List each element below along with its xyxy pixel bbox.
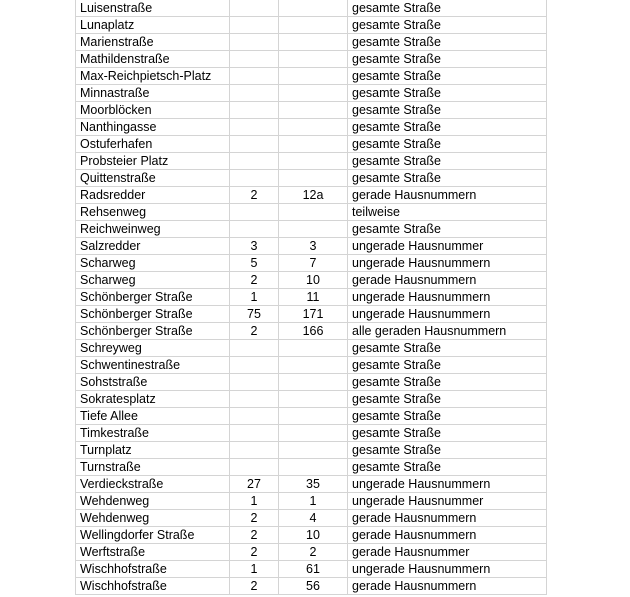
- house-number-from-cell[interactable]: [230, 221, 279, 238]
- note-cell[interactable]: gesamte Straße: [348, 442, 547, 459]
- street-cell[interactable]: Schwentinestraße: [76, 357, 230, 374]
- table-row: [76, 17, 547, 34]
- street-cell[interactable]: Wellingdorfer Straße: [76, 527, 230, 544]
- house-number-to-cell[interactable]: [279, 102, 348, 119]
- house-number-to-cell[interactable]: [279, 0, 348, 17]
- street-cell[interactable]: Werftstraße: [76, 544, 230, 561]
- house-number-to-cell[interactable]: 1: [279, 493, 348, 510]
- house-number-from-cell[interactable]: [230, 17, 279, 34]
- street-cell[interactable]: Marienstraße: [76, 34, 230, 51]
- note-cell[interactable]: gesamte Straße: [348, 153, 547, 170]
- street-cell[interactable]: Luisenstraße: [76, 0, 230, 17]
- street-cell[interactable]: Quittenstraße: [76, 170, 230, 187]
- house-number-to-cell[interactable]: 2: [279, 544, 348, 561]
- house-number-from-cell[interactable]: 75: [230, 306, 279, 323]
- house-number-to-cell[interactable]: [279, 425, 348, 442]
- house-number-to-cell[interactable]: 11: [279, 289, 348, 306]
- table-row: [76, 204, 547, 221]
- table-row: [76, 221, 547, 238]
- note-cell[interactable]: gesamte Straße: [348, 170, 547, 187]
- house-number-to-cell[interactable]: [279, 442, 348, 459]
- house-number-to-cell[interactable]: [279, 170, 348, 187]
- house-number-to-cell[interactable]: [279, 119, 348, 136]
- note-cell[interactable]: gerade Hausnummern: [348, 272, 547, 289]
- table-row: [76, 374, 547, 391]
- house-number-to-cell[interactable]: 12a: [279, 187, 348, 204]
- street-cell[interactable]: Nanthingasse: [76, 119, 230, 136]
- table-row: [76, 119, 547, 136]
- house-number-from-cell[interactable]: [230, 119, 279, 136]
- table-row: [76, 561, 547, 578]
- note-cell[interactable]: gesamte Straße: [348, 425, 547, 442]
- note-cell[interactable]: gesamte Straße: [348, 136, 547, 153]
- street-cell[interactable]: Ostuferhafen: [76, 136, 230, 153]
- house-number-to-cell[interactable]: 7: [279, 255, 348, 272]
- house-number-from-cell[interactable]: [230, 459, 279, 476]
- house-number-from-cell[interactable]: [230, 442, 279, 459]
- note-cell[interactable]: alle geraden Hausnummern: [348, 323, 547, 340]
- street-cell[interactable]: Wischhofstraße: [76, 578, 230, 595]
- table-row: [76, 476, 547, 493]
- table-row: [76, 34, 547, 51]
- table-row: [76, 340, 547, 357]
- note-cell[interactable]: ungerade Hausnummern: [348, 255, 547, 272]
- table-row: [76, 187, 547, 204]
- house-number-from-cell[interactable]: 5: [230, 255, 279, 272]
- house-number-from-cell[interactable]: 27: [230, 476, 279, 493]
- note-cell[interactable]: gesamte Straße: [348, 374, 547, 391]
- table-row: [76, 255, 547, 272]
- house-number-from-cell[interactable]: [230, 102, 279, 119]
- house-number-from-cell[interactable]: [230, 204, 279, 221]
- table-row: [76, 238, 547, 255]
- house-number-from-cell[interactable]: 2: [230, 323, 279, 340]
- note-cell[interactable]: gesamte Straße: [348, 102, 547, 119]
- table-row: [76, 357, 547, 374]
- house-number-from-cell[interactable]: 1: [230, 493, 279, 510]
- house-number-from-cell[interactable]: [230, 340, 279, 357]
- house-number-to-cell[interactable]: [279, 85, 348, 102]
- house-number-to-cell[interactable]: 35: [279, 476, 348, 493]
- street-cell[interactable]: Schreyweg: [76, 340, 230, 357]
- note-cell[interactable]: gesamte Straße: [348, 119, 547, 136]
- note-cell[interactable]: gesamte Straße: [348, 17, 547, 34]
- house-number-to-cell[interactable]: [279, 17, 348, 34]
- table-row: [76, 0, 547, 17]
- house-number-from-cell[interactable]: [230, 85, 279, 102]
- table-row: [76, 459, 547, 476]
- street-cell[interactable]: Radsredder: [76, 187, 230, 204]
- house-number-to-cell[interactable]: [279, 153, 348, 170]
- street-cell[interactable]: Turnstraße: [76, 459, 230, 476]
- house-number-from-cell[interactable]: [230, 170, 279, 187]
- house-number-to-cell[interactable]: [279, 204, 348, 221]
- house-number-to-cell[interactable]: [279, 136, 348, 153]
- house-number-to-cell[interactable]: [279, 34, 348, 51]
- table-row: [76, 510, 547, 527]
- street-cell[interactable]: Scharweg: [76, 272, 230, 289]
- street-cell[interactable]: Verdieckstraße: [76, 476, 230, 493]
- table-row: [76, 544, 547, 561]
- table-row: [76, 102, 547, 119]
- street-table: [75, 0, 547, 595]
- house-number-from-cell[interactable]: 2: [230, 544, 279, 561]
- house-number-to-cell[interactable]: [279, 357, 348, 374]
- table-row: [76, 170, 547, 187]
- table-row: [76, 153, 547, 170]
- note-cell[interactable]: gerade Hausnummer: [348, 544, 547, 561]
- note-cell[interactable]: gesamte Straße: [348, 85, 547, 102]
- note-cell[interactable]: ungerade Hausnummer: [348, 238, 547, 255]
- house-number-from-cell[interactable]: 2: [230, 527, 279, 544]
- note-cell[interactable]: gesamte Straße: [348, 68, 547, 85]
- house-number-from-cell[interactable]: 3: [230, 238, 279, 255]
- street-cell[interactable]: Mathildenstraße: [76, 51, 230, 68]
- house-number-to-cell[interactable]: 10: [279, 272, 348, 289]
- note-cell[interactable]: gesamte Straße: [348, 391, 547, 408]
- table-row: [76, 68, 547, 85]
- house-number-from-cell[interactable]: [230, 425, 279, 442]
- house-number-to-cell[interactable]: 171: [279, 306, 348, 323]
- table-row: [76, 289, 547, 306]
- street-cell[interactable]: Wehdenweg: [76, 493, 230, 510]
- street-cell[interactable]: Sohststraße: [76, 374, 230, 391]
- table-row: [76, 85, 547, 102]
- table-row: [76, 51, 547, 68]
- table-row: [76, 306, 547, 323]
- house-number-to-cell[interactable]: 10: [279, 527, 348, 544]
- house-number-to-cell[interactable]: [279, 408, 348, 425]
- note-cell[interactable]: ungerade Hausnummern: [348, 476, 547, 493]
- house-number-from-cell[interactable]: [230, 357, 279, 374]
- table-row: [76, 136, 547, 153]
- house-number-to-cell[interactable]: 166: [279, 323, 348, 340]
- table-row: [76, 408, 547, 425]
- note-cell[interactable]: gerade Hausnummern: [348, 510, 547, 527]
- house-number-from-cell[interactable]: [230, 0, 279, 17]
- house-number-to-cell[interactable]: 3: [279, 238, 348, 255]
- street-cell[interactable]: Max-Reichpietsch-Platz: [76, 68, 230, 85]
- house-number-from-cell[interactable]: [230, 153, 279, 170]
- house-number-to-cell[interactable]: [279, 340, 348, 357]
- table-row: [76, 272, 547, 289]
- house-number-from-cell[interactable]: [230, 136, 279, 153]
- table-row: [76, 442, 547, 459]
- house-number-from-cell[interactable]: [230, 374, 279, 391]
- house-number-from-cell[interactable]: [230, 34, 279, 51]
- house-number-from-cell[interactable]: 1: [230, 561, 279, 578]
- street-cell[interactable]: Moorblöcken: [76, 102, 230, 119]
- note-cell[interactable]: gesamte Straße: [348, 51, 547, 68]
- note-cell[interactable]: gesamte Straße: [348, 0, 547, 17]
- note-cell[interactable]: gesamte Straße: [348, 408, 547, 425]
- house-number-to-cell[interactable]: 4: [279, 510, 348, 527]
- table-row: [76, 493, 547, 510]
- house-number-to-cell[interactable]: [279, 51, 348, 68]
- house-number-from-cell[interactable]: 2: [230, 187, 279, 204]
- house-number-from-cell[interactable]: 2: [230, 578, 279, 595]
- house-number-to-cell[interactable]: 56: [279, 578, 348, 595]
- table-row: [76, 425, 547, 442]
- street-cell[interactable]: Rehsenweg: [76, 204, 230, 221]
- note-cell[interactable]: ungerade Hausnummer: [348, 493, 547, 510]
- note-cell[interactable]: gerade Hausnummern: [348, 527, 547, 544]
- house-number-to-cell[interactable]: [279, 221, 348, 238]
- street-cell[interactable]: Lunaplatz: [76, 17, 230, 34]
- house-number-from-cell[interactable]: [230, 51, 279, 68]
- note-cell[interactable]: ungerade Hausnummern: [348, 306, 547, 323]
- street-cell[interactable]: Wehdenweg: [76, 510, 230, 527]
- house-number-from-cell[interactable]: 1: [230, 289, 279, 306]
- street-cell[interactable]: Schönberger Straße: [76, 306, 230, 323]
- street-cell[interactable]: Schönberger Straße: [76, 323, 230, 340]
- note-cell[interactable]: gesamte Straße: [348, 459, 547, 476]
- street-cell[interactable]: Probsteier Platz: [76, 153, 230, 170]
- street-cell[interactable]: Timkestraße: [76, 425, 230, 442]
- house-number-to-cell[interactable]: [279, 391, 348, 408]
- house-number-from-cell[interactable]: [230, 68, 279, 85]
- house-number-from-cell[interactable]: [230, 391, 279, 408]
- note-cell[interactable]: gesamte Straße: [348, 340, 547, 357]
- note-cell[interactable]: gesamte Straße: [348, 221, 547, 238]
- note-cell[interactable]: ungerade Hausnummern: [348, 561, 547, 578]
- house-number-to-cell[interactable]: [279, 68, 348, 85]
- house-number-from-cell[interactable]: 2: [230, 272, 279, 289]
- note-cell[interactable]: ungerade Hausnummern: [348, 289, 547, 306]
- street-cell[interactable]: Salzredder: [76, 238, 230, 255]
- street-cell[interactable]: Schönberger Straße: [76, 289, 230, 306]
- street-cell[interactable]: Minnastraße: [76, 85, 230, 102]
- note-cell[interactable]: gesamte Straße: [348, 34, 547, 51]
- note-cell[interactable]: gesamte Straße: [348, 357, 547, 374]
- house-number-to-cell[interactable]: [279, 459, 348, 476]
- table-row: [76, 578, 547, 595]
- house-number-to-cell[interactable]: 61: [279, 561, 348, 578]
- street-cell[interactable]: Turnplatz: [76, 442, 230, 459]
- street-table-body: [76, 0, 547, 595]
- street-cell[interactable]: Scharweg: [76, 255, 230, 272]
- note-cell[interactable]: gerade Hausnummern: [348, 578, 547, 595]
- house-number-to-cell[interactable]: [279, 374, 348, 391]
- table-row: [76, 323, 547, 340]
- note-cell[interactable]: teilweise: [348, 204, 547, 221]
- table-row: [76, 391, 547, 408]
- house-number-from-cell[interactable]: 2: [230, 510, 279, 527]
- street-cell[interactable]: Tiefe Allee: [76, 408, 230, 425]
- table-row: [76, 527, 547, 544]
- street-cell[interactable]: Reichweinweg: [76, 221, 230, 238]
- house-number-from-cell[interactable]: [230, 408, 279, 425]
- street-cell[interactable]: Wischhofstraße: [76, 561, 230, 578]
- street-cell[interactable]: Sokratesplatz: [76, 391, 230, 408]
- note-cell[interactable]: gerade Hausnummern: [348, 187, 547, 204]
